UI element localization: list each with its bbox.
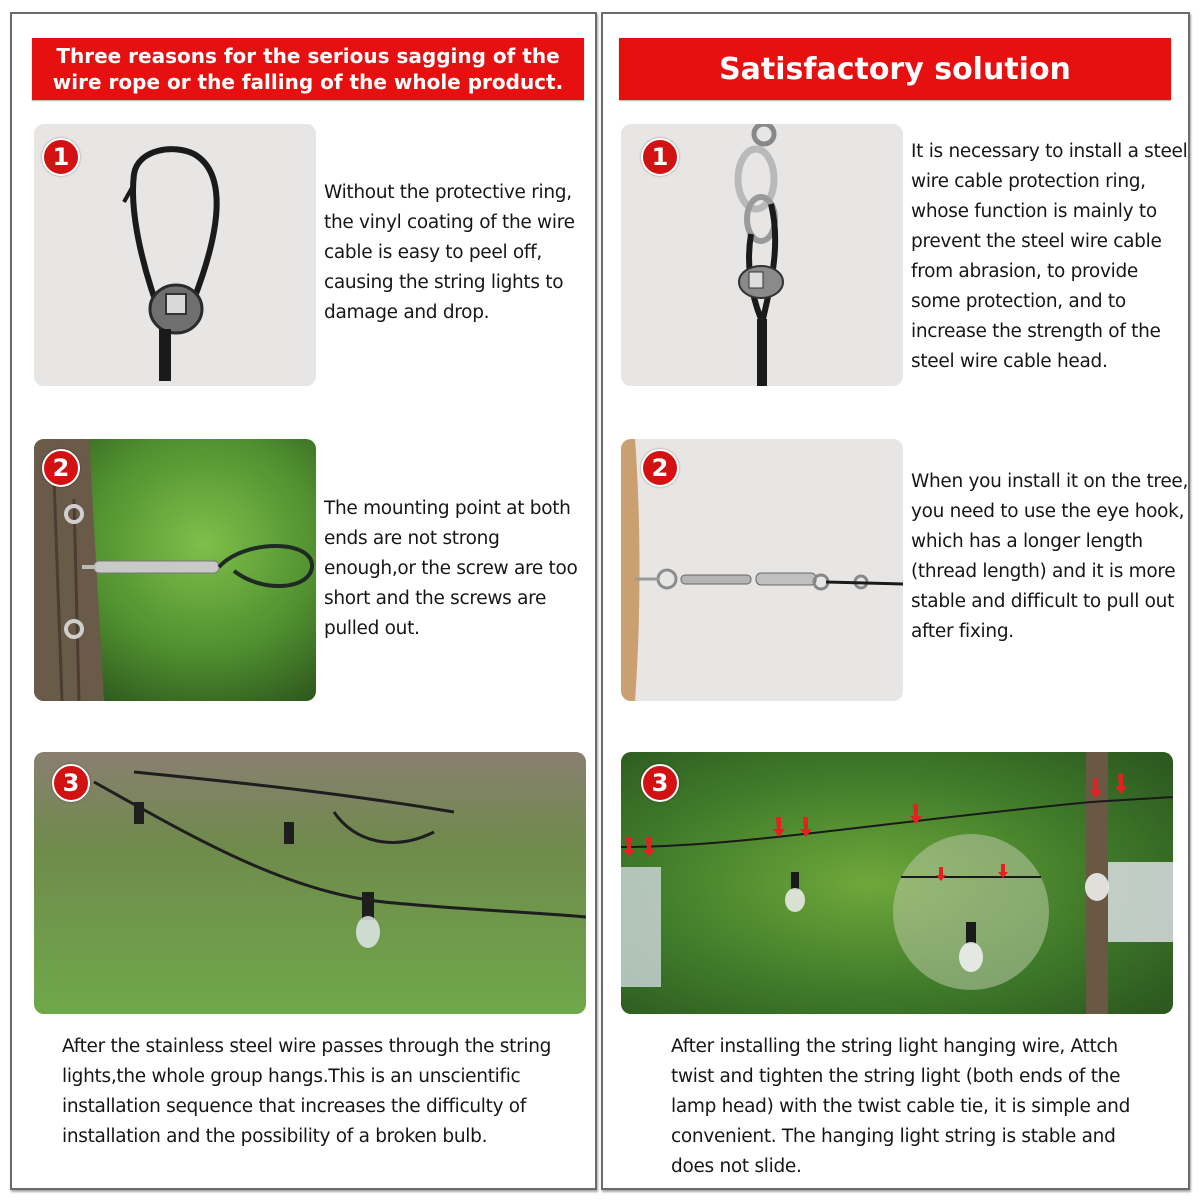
solution-3-text: After installing the string light hanging wire, Attch twist and tighten the string light (both ends of the lamp head) with the twist cable tie, it is simple and convenient. The hanging light string is stable and does not slide. (671, 1036, 1131, 1177)
photo-unprotected-cable-loop (34, 124, 316, 386)
problems-panel (10, 12, 597, 1190)
problem-2-text: The mounting point at both ends are not strong enough,or the screw are too short and the screws are pulled out. (324, 498, 578, 639)
problems-title: Three reasons for the serious sagging of the wire rope or the falling of the whole product. (32, 38, 584, 100)
photo-cable-protection-ring (621, 124, 903, 386)
photo-weak-mount-on-tree (34, 439, 316, 701)
step-badge-2: 2 (42, 449, 80, 487)
step-badge-1: 1 (641, 138, 679, 176)
solution-2-text: When you install it on the tree, you need to use the eye hook, which has a longer length (thread length) and it is more stable and difficult to pull out after fixing. (911, 471, 1189, 642)
problem-1-text: Without the protective ring, the vinyl coating of the wire cable is easy to peel off, causing the string lights to damage and drop. (324, 182, 575, 323)
step-badge-3: 3 (641, 764, 679, 802)
solutions-panel (601, 12, 1190, 1190)
photo-eye-hook-install (621, 439, 903, 701)
photo-string-lights-on-ground (34, 752, 586, 1014)
solutions-title: Satisfactory solution (619, 38, 1171, 100)
step-badge-1: 1 (42, 138, 80, 176)
step-badge-3: 3 (52, 764, 90, 802)
photo-installed-string-lights (621, 752, 1173, 1014)
problem-3-text: After the stainless steel wire passes through the string lights,the whole group hangs.This is an unscientific installation sequence that increases the difficulty of installation and the possibility of a broken bulb. (62, 1036, 552, 1147)
step-badge-2: 2 (641, 449, 679, 487)
solution-1-text: It is necessary to install a steel wire cable protection ring, whose function is mainly to prevent the steel wire cable from abrasion, to provide some protection, and to increase the strength of the steel wire cable head. (911, 141, 1188, 372)
